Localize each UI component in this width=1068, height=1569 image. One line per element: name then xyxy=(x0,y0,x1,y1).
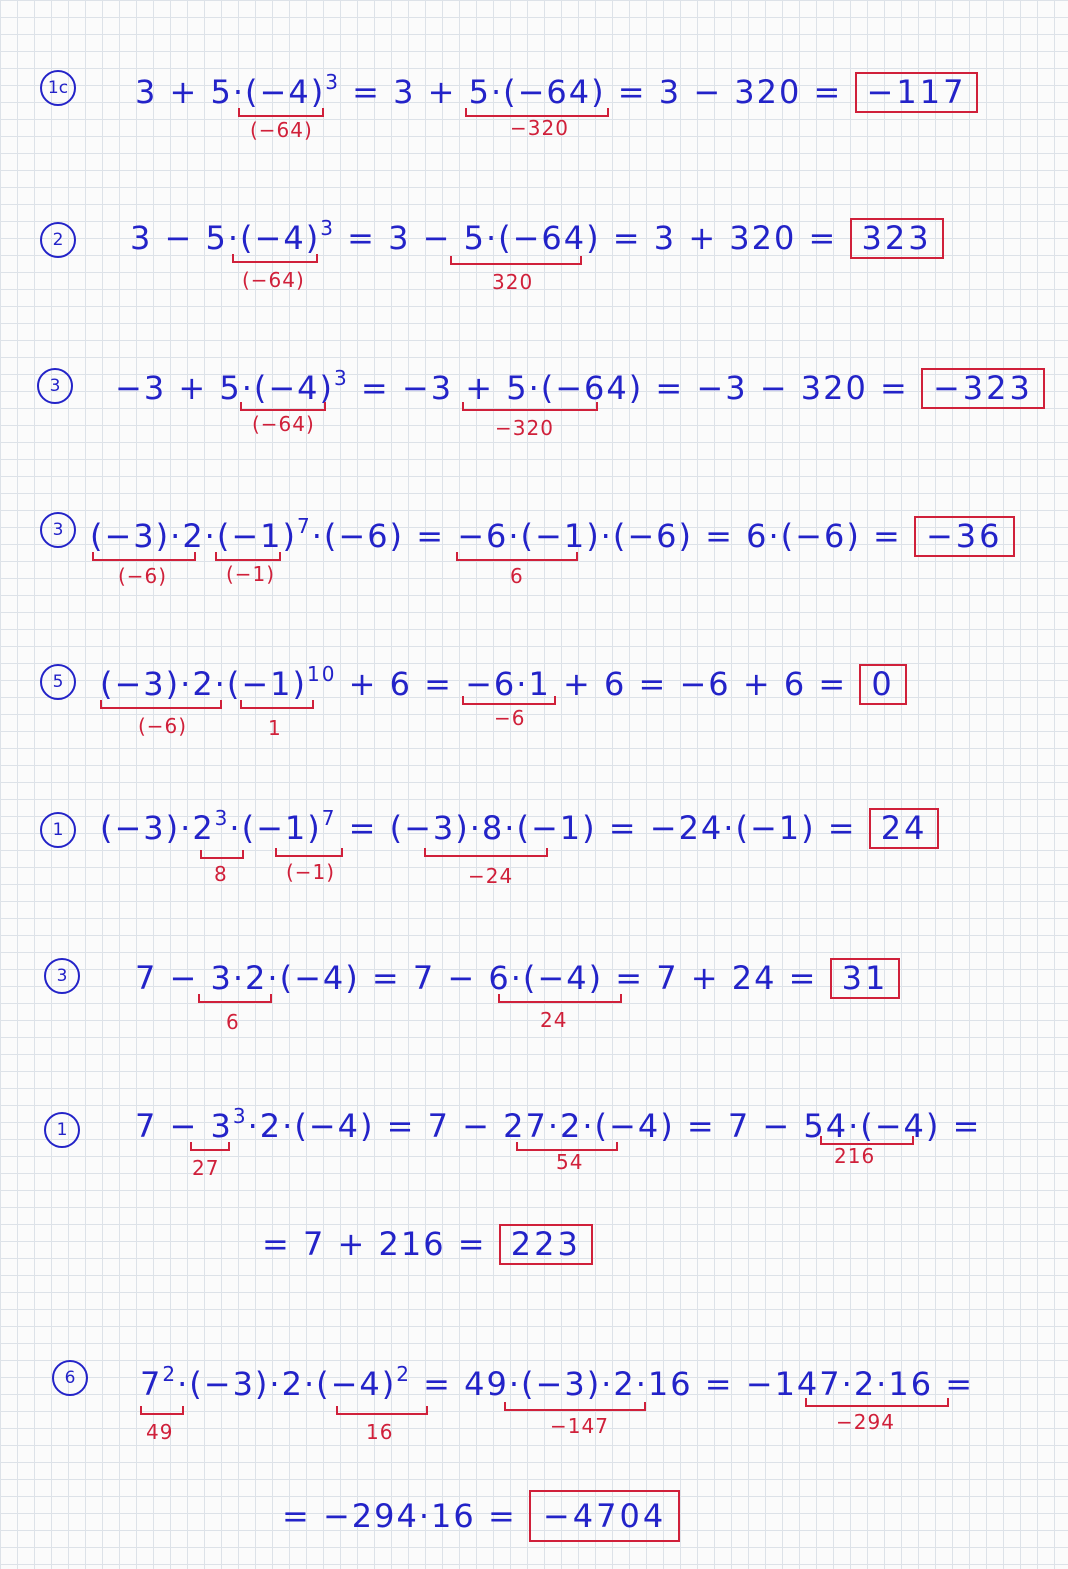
equation-line xyxy=(282,1490,680,1542)
exponent: 7 xyxy=(321,806,337,830)
exponent: 10 xyxy=(306,662,337,686)
equation-text: 3 − 5·(−4) xyxy=(130,219,321,257)
intermediate-note: (−6) xyxy=(138,714,188,738)
underbrace xyxy=(240,700,314,709)
intermediate-note: 6 xyxy=(510,564,524,588)
exponent: 3 xyxy=(320,216,335,240)
equation-text: = 49·(−3)·2·16 = −147·2·16 = xyxy=(410,1365,975,1403)
equation-text: ·(−6) = −6·(−1)·(−6) = 6·(−6) = xyxy=(311,517,914,555)
exponent: 2 xyxy=(396,1362,411,1386)
underbrace xyxy=(336,1406,428,1415)
underbrace xyxy=(456,552,578,561)
underbrace xyxy=(805,1398,949,1407)
problem-label: 3 xyxy=(40,512,76,548)
exponent: 3 xyxy=(232,1104,248,1128)
underbrace xyxy=(240,402,326,411)
answer-box: −4704 xyxy=(529,1490,680,1542)
intermediate-note: (−64) xyxy=(250,118,313,142)
underbrace xyxy=(450,256,582,265)
equation-text: = 3 + 5·(−64) = 3 − 320 = xyxy=(339,73,855,111)
equation-line xyxy=(140,1362,975,1403)
intermediate-note: −147 xyxy=(550,1414,609,1438)
underbrace xyxy=(215,552,281,561)
intermediate-note: −320 xyxy=(510,116,569,140)
equation-line xyxy=(135,958,900,999)
problem-label: 5 xyxy=(40,664,76,700)
answer-box: 24 xyxy=(869,808,940,849)
exponent: 3 xyxy=(334,366,349,390)
intermediate-note: −320 xyxy=(495,416,554,440)
equation-text: 7 xyxy=(140,1365,163,1403)
equation-text: 7 − 3 xyxy=(135,1107,233,1145)
equation-text: 7 − 3·2·(−4) = 7 − 6·(−4) = 7 + 24 = xyxy=(135,959,830,997)
exponent: 7 xyxy=(296,514,312,538)
intermediate-note: −24 xyxy=(468,864,514,888)
equation-text: = 7 + 216 = xyxy=(262,1225,499,1263)
intermediate-note: 320 xyxy=(492,270,534,294)
answer-box: 0 xyxy=(859,664,906,705)
equation-text: + 6 = −6·1 + 6 = −6 + 6 = xyxy=(336,665,860,703)
equation-line xyxy=(135,72,978,113)
intermediate-note: −6 xyxy=(494,706,526,730)
answer-box: 31 xyxy=(830,958,901,999)
intermediate-note: −294 xyxy=(836,1410,895,1434)
equation-line xyxy=(262,1224,593,1265)
exponent: 3 xyxy=(214,806,230,830)
intermediate-note: 24 xyxy=(540,1008,568,1032)
intermediate-note: 1 xyxy=(268,716,282,740)
equation-line xyxy=(130,218,944,259)
intermediate-note: 54 xyxy=(556,1150,584,1174)
equation-text: (−3)·2·(−1) xyxy=(90,517,297,555)
equation-text: 3 + 5·(−4) xyxy=(135,73,326,111)
intermediate-note: (−1) xyxy=(226,562,276,586)
equation-text: −3 + 5·(−4) xyxy=(115,369,334,407)
underbrace xyxy=(424,848,548,857)
equation-text: (−3)·2 xyxy=(100,809,215,847)
underbrace xyxy=(498,994,622,1003)
underbrace xyxy=(100,700,222,709)
problem-label: 2 xyxy=(40,222,76,258)
intermediate-note: (−1) xyxy=(286,860,336,884)
underbrace xyxy=(198,994,272,1003)
problem-label: 1 xyxy=(44,1112,80,1148)
underbrace xyxy=(504,1402,646,1411)
equation-text: (−3)·2·(−1) xyxy=(100,665,307,703)
intermediate-note: 8 xyxy=(214,862,228,886)
equation-line xyxy=(90,516,1015,557)
problem-label: 1 xyxy=(40,812,76,848)
exponent: 3 xyxy=(325,70,340,94)
answer-box: −323 xyxy=(921,368,1045,409)
answer-box: −117 xyxy=(855,72,979,113)
underbrace xyxy=(190,1142,230,1151)
intermediate-note: 49 xyxy=(146,1420,174,1444)
equation-text: = −3 + 5·(−64) = −3 − 320 = xyxy=(348,369,921,407)
intermediate-note: 216 xyxy=(834,1144,876,1168)
intermediate-note: (−64) xyxy=(242,268,305,292)
intermediate-note: 16 xyxy=(366,1420,394,1444)
equation-text: ·(−3)·2·(−4) xyxy=(177,1365,397,1403)
underbrace xyxy=(92,552,196,561)
answer-box: −36 xyxy=(914,516,1015,557)
underbrace xyxy=(275,848,343,857)
underbrace xyxy=(238,108,324,117)
underbrace xyxy=(232,254,318,263)
equation-text: = 3 − 5·(−64) = 3 + 320 = xyxy=(334,219,850,257)
equation-text: = −294·16 = xyxy=(282,1497,529,1535)
equation-text: ·(−1) xyxy=(229,809,322,847)
underbrace xyxy=(462,402,598,411)
intermediate-note: 27 xyxy=(192,1156,220,1180)
problem-label: 3 xyxy=(37,368,73,404)
problem-label: 1c xyxy=(40,70,76,106)
intermediate-note: (−6) xyxy=(118,564,168,588)
intermediate-note: (−64) xyxy=(252,412,315,436)
equation-line xyxy=(100,808,939,849)
intermediate-note: 6 xyxy=(226,1010,240,1034)
answer-box: 323 xyxy=(850,218,944,259)
underbrace xyxy=(140,1406,184,1415)
equation-text: = (−3)·8·(−1) = −24·(−1) = xyxy=(336,809,869,847)
equation-text: ·2·(−4) = 7 − 27·2·(−4) = 7 − 54·(−4) = xyxy=(247,1107,982,1145)
answer-box: 223 xyxy=(499,1224,593,1265)
problem-label: 6 xyxy=(52,1360,88,1396)
problem-label: 3 xyxy=(44,958,80,994)
underbrace xyxy=(462,696,556,705)
underbrace xyxy=(200,850,244,859)
exponent: 2 xyxy=(162,1362,178,1386)
